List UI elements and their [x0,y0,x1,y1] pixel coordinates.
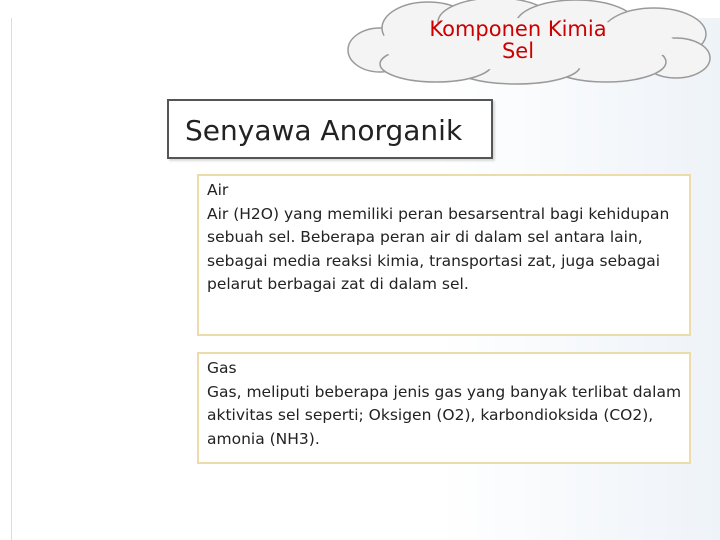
section-heading: Senyawa Anorganik [185,114,463,147]
content-box-air [197,174,691,336]
section-heading-box [167,99,493,159]
content-box-gas [197,352,691,464]
slide-title [408,18,628,62]
section-body-gas: Gas, meliputi beberapa jenis gas yang banyak terlibat dalam aktivitas sel seperti; Oksigen (O2), karbondioksida (CO2), amonia (NH3). [207,382,682,448]
section-title-gas: Gas [207,359,237,377]
slide-title-line1: Komponen Kimia [429,17,607,41]
section-title-air: Air [207,181,229,199]
section-body-air: Air (H2O) yang memiliki peran besarsentral bagi kehidupan sebuah sel. Beberapa peran air di dalam sel antara lain, sebagai media reaksi kimia, transportasi zat, juga sebagai pelarut berbagai zat di dalam sel. [207,204,670,293]
title-cloud [336,0,720,90]
left-divider [11,18,12,540]
slide-title-line2: Sel [501,39,535,63]
